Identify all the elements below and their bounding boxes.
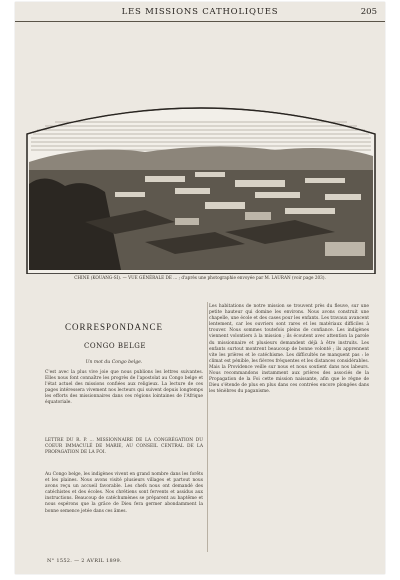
article-subtitle: CONGO BELGE: [84, 342, 146, 350]
section-title: CORRESPONDANCE: [64, 322, 163, 332]
left-column-intro: C'est avec la plus vive joie que nous publions les lettres suivantes. Elles nous font connaître les progrès de l'apostolat au Congo belge et l'état actuel des missions confiées aux religieux. La lecture de ces pages intéressera vivement nos lecteurs qui suivent depuis longtemps les efforts des missionnaires dans ces régions lointaines de l'Afrique équatoriale.: [45, 370, 203, 406]
engraving-illustration: [25, 92, 377, 274]
figure-caption: CHINE (KOUANG-SI). — VUE GÉNÉRALE DE ... ; d'après une photographie envoyée par M. LAURAN (voir page 203).: [74, 275, 326, 280]
column-divider: [207, 302, 208, 552]
issue-footer: N° 1552. — 2 AVRIL 1899.: [47, 558, 122, 564]
running-header: [15, 5, 385, 22]
article-attribution: Un mot du Congo belge.: [85, 360, 143, 365]
right-column-body: Les habitations de notre mission se trouvent près du fleuve, sur une petite hauteur qui domine les environs. Nous avons construit une chapelle, une école et des cases pour les enfants. Les travaux avancent lentement, car les ouvriers sont rares et les matériaux difficiles à trouver. Nous sommes toutefois pleins de confiance. Les indigènes viennent volontiers à la mission ; ils écoutent avec attention la parole du missionnaire et plusieurs demandent déjà à être instruits. Les enfants surtout montrent beaucoup de bonne volonté ; ils apprennent vite les prières et le catéchisme. Les difficultés ne manquent pas : le climat est pénible, les fièvres fréquentes et les distances considérables. Mais la Providence veille sur nous et nous soutient dans nos labeurs. Nous recommandons instamment aux prières des associés de la Propagation de la Foi cette mission naissante, afin que le règne de Dieu s'étende de plus en plus dans ces contrées encore plongées dans les ténèbres du paganisme.: [209, 304, 369, 395]
left-column-letter-heading: LETTRE DU R. P. ... MISSIONNAIRE DE LA CONGRÉGATION DU COEUR IMMACULÉ DE MARIE, AU CONSEIL CENTRAL DE LA PROPAGATION DE LA FOI.: [45, 438, 203, 456]
page: [15, 2, 385, 574]
left-column-body: Au Congo belge, les indigènes vivent en grand nombre dans les forêts et les plaines. Nous avons visité plusieurs villages et partout nous avons reçu un accueil favorable. Les chefs nous ont demandé des catéchistes et des écoles. Nos chrétiens sont fervents et assidus aux instructions. Beaucoup de catéchumènes se préparent au baptême et nous espérons que la grâce de Dieu fera germer abondamment la bonne semence jetée dans ces âmes.: [45, 472, 203, 514]
page-number: 205: [360, 7, 377, 17]
header-title: LES MISSIONS CATHOLIQUES: [121, 7, 279, 17]
